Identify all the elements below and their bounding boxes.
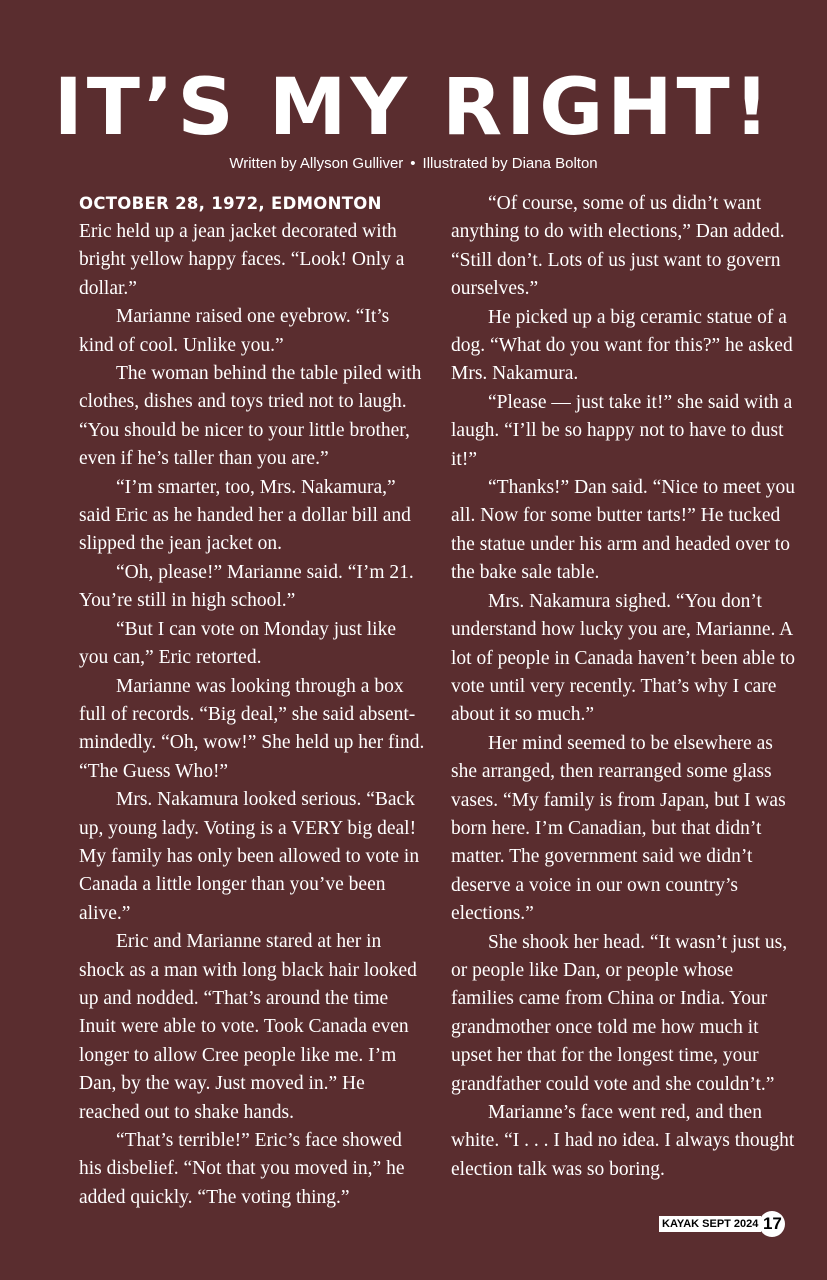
byline <box>0 155 827 172</box>
paragraph: The woman behind the table piled with clothes, dishes and toys tried not to laugh. “You should be nicer to your little brother, even if he’s taller than you are.” <box>79 363 422 470</box>
paragraph: Her mind seemed to be elsewhere as she arranged, then rearranged some glass vases. “My family is from Japan, but I was born here. I’m Canadian, but that didn’t matter. The government said we didn’t deserve a voice in our own country’s elections.” <box>451 732 786 925</box>
paragraph: He picked up a big ceramic statue of a dog. “What do you want for this?” he asked Mrs. Nakamura. <box>451 306 793 385</box>
paragraph: “Oh, please!” Marianne said. “I’m 21. You’re still in high school.” <box>79 561 414 612</box>
page-footer <box>659 1211 785 1237</box>
paragraph: “Please — just take it!” she said with a laugh. “I’ll be so happy not to have to dust it!” <box>451 391 793 470</box>
paragraph: “Thanks!” Dan said. “Nice to meet you all. Now for some butter tarts!” He tucked the statue under his arm and headed over to the bake sale table. <box>451 477 796 584</box>
story-column-right <box>451 190 797 1184</box>
page-number: 17 <box>759 1211 785 1237</box>
magazine-issue-label: KAYAK SEPT 2024 <box>659 1216 761 1232</box>
paragraph: “I’m smarter, too, Mrs. Nakamura,” said Eric as he handed her a dollar bill and slipped the jean jacket on. <box>79 476 411 555</box>
paragraph: “That’s terrible!” Eric’s face showed his disbelief. “Not that you moved in,” he added quickly. “The voting thing.” <box>79 1130 405 1208</box>
byline-author: Written by Allyson Gulliver <box>229 155 404 172</box>
byline-separator: • <box>410 155 416 172</box>
paragraph: “But I can vote on Monday just like you can,” Eric retorted. <box>79 618 396 669</box>
paragraph: Marianne raised one eyebrow. “It’s kind of cool. Unlike you.” <box>79 306 390 356</box>
dateline: OCTOBER 28, 1972, EDMONTON <box>79 194 382 213</box>
byline-illustrator: Illustrated by Diana Bolton <box>422 155 598 172</box>
paragraph: “Of course, some of us didn’t want anything to do with elections,” Dan added. “Still don’t. Lots of us just want to govern ourselves.” <box>451 193 785 300</box>
paragraph: Mrs. Nakamura sighed. “You don’t understand how lucky you are, Marianne. A lot of people in Canada haven’t been able to vote until very recently. That’s why I care about it so much.” <box>451 590 796 726</box>
paragraph: She shook her head. “It wasn’t just us, or people like Dan, or people whose families came from China or India. Your grandmother once told me how much it upset her that for the longest time, your grandfather could vote and she couldn’t.” <box>451 931 788 1095</box>
paragraph: Eric held up a jean jacket decorated with bright yellow happy faces. “Look! Only a dollar.” <box>79 221 405 299</box>
paragraph: Mrs. Nakamura looked serious. “Back up, young lady. Voting is a VERY big deal! My family has only been allowed to vote in Canada a little longer than you’ve been alive.” <box>79 789 420 924</box>
page-title: IT’S MY RIGHT! <box>53 63 774 153</box>
paragraph: Marianne was looking through a box full of records. “Big deal,” she said absent-mindedly. “Oh, wow!” She held up her find. “The Guess Who!” <box>79 675 425 782</box>
paragraph: Eric and Marianne stared at her in shock as a man with long black hair looked up and nodded. “That’s around the time Inuit were able to vote. Took Canada even longer to allow Cree people like me. I’m Dan, by the way. Just moved in.” He reached out to shake hands. <box>79 931 417 1123</box>
story-column-left <box>79 190 425 1212</box>
paragraph: Marianne’s face went red, and then white. “I . . . I had no idea. I always thought election talk was so boring. <box>451 1102 795 1180</box>
